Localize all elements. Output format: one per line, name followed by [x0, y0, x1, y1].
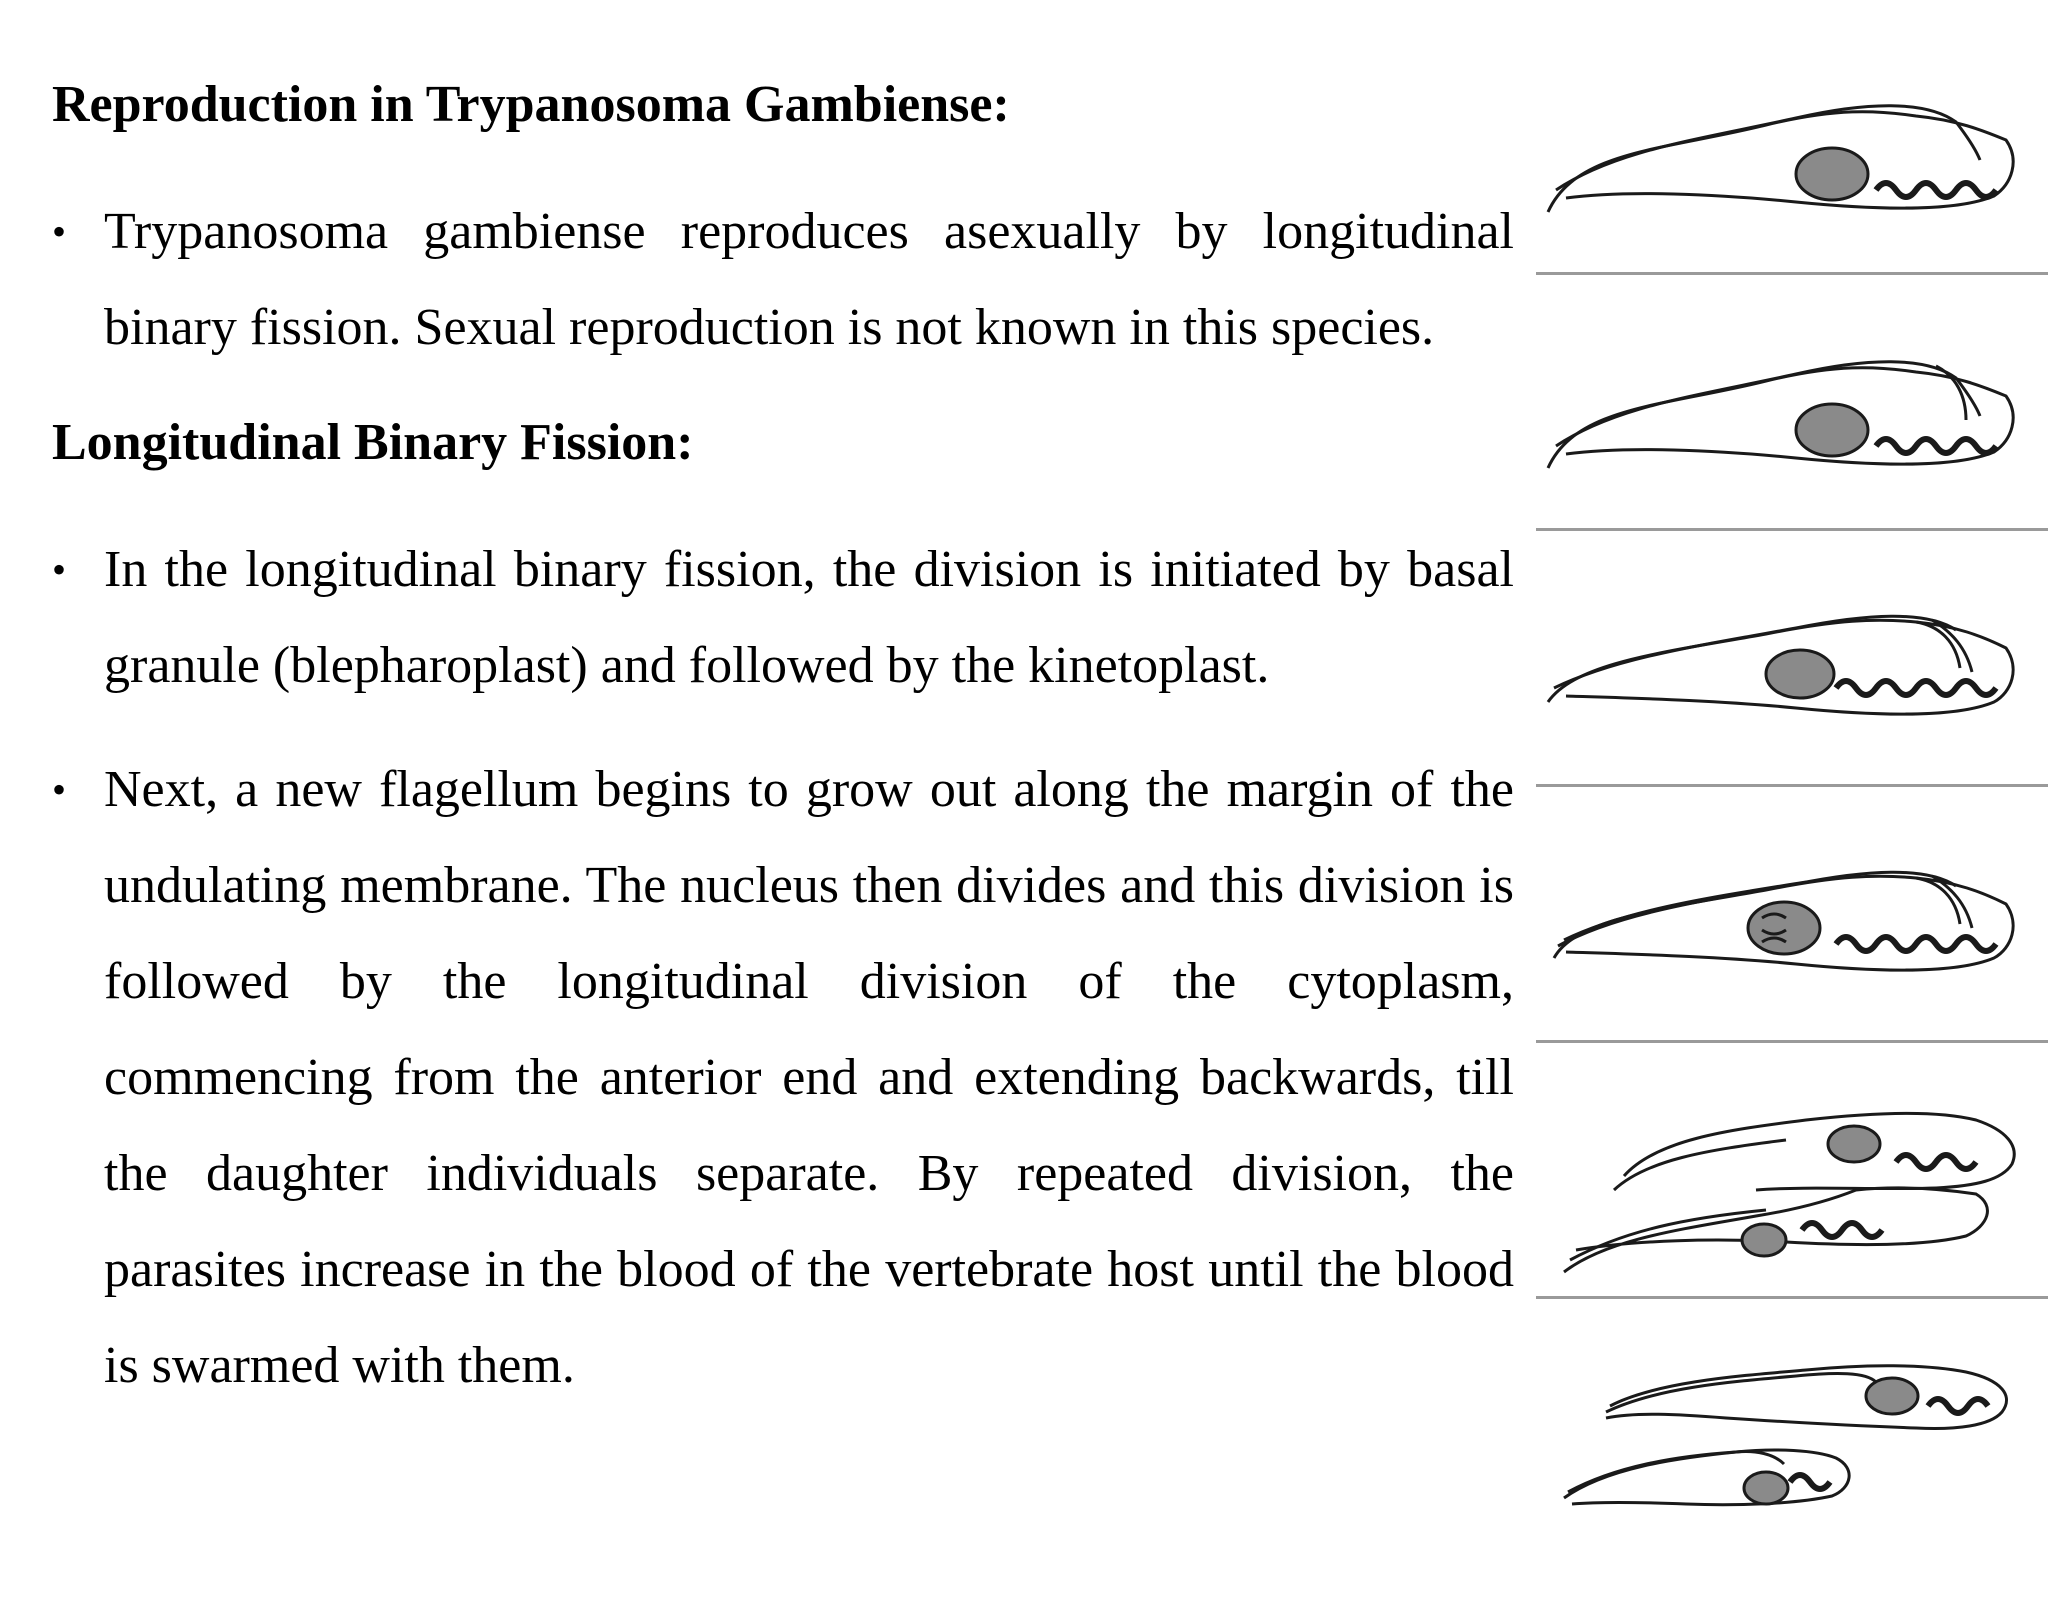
bullet-dot: • — [52, 209, 67, 254]
nucleus-division-icon — [1536, 848, 2048, 1048]
fission-stages-figure — [1536, 60, 2048, 1536]
separated-daughters-icon — [1536, 1342, 2048, 1542]
cytoplasm-splitting-icon — [1536, 1090, 2048, 1310]
section-heading-reproduction: Reproduction in Trypanosoma Gambiense: — [52, 76, 1010, 133]
single-trypanosome-icon — [1536, 80, 2048, 280]
stage-1 — [1536, 80, 2048, 336]
stage-3 — [1536, 592, 2048, 848]
stage-divider — [1536, 272, 2048, 275]
bullet-asexual-reproduction — [52, 184, 1514, 376]
stage-4 — [1536, 848, 2048, 1104]
basal-granule-division-icon — [1536, 336, 2048, 536]
bullet-flagellum-nucleus-division — [52, 742, 1514, 1414]
section-heading-binary-fission: Longitudinal Binary Fission: — [52, 414, 694, 471]
bullet-dot: • — [52, 547, 67, 592]
stage-6 — [1536, 1342, 2048, 1598]
bullet-text: Next, a new flagellum begins to grow out along the margin of the undulating membrane. The nucleus then divides and this division is followed by the longitudinal division of the cytoplasm, commencing from the anterior end and extending backwards, till the daughter individuals separate. By repeated division, the parasites increase in the blood of the vertebrate host until the blood is swarmed with them. — [104, 761, 1514, 1394]
stage-2 — [1536, 336, 2048, 592]
bullet-dot: • — [52, 767, 67, 812]
text-column — [52, 60, 1514, 1414]
stage-divider — [1536, 528, 2048, 531]
stage-divider — [1536, 1040, 2048, 1043]
stage-5 — [1536, 1090, 2048, 1346]
bullet-text: In the longitudinal binary fission, the division is initiated by basal granule (blepharoplast) and followed by the kinetoplast. — [104, 541, 1514, 694]
bullet-text: Trypanosoma gambiense reproduces asexually by longitudinal binary fission. Sexual reproduction is not known in this species. — [104, 203, 1514, 356]
stage-divider — [1536, 784, 2048, 787]
bullet-division-initiation — [52, 522, 1514, 714]
stage-divider — [1536, 1296, 2048, 1299]
kinetoplast-division-icon — [1536, 592, 2048, 792]
